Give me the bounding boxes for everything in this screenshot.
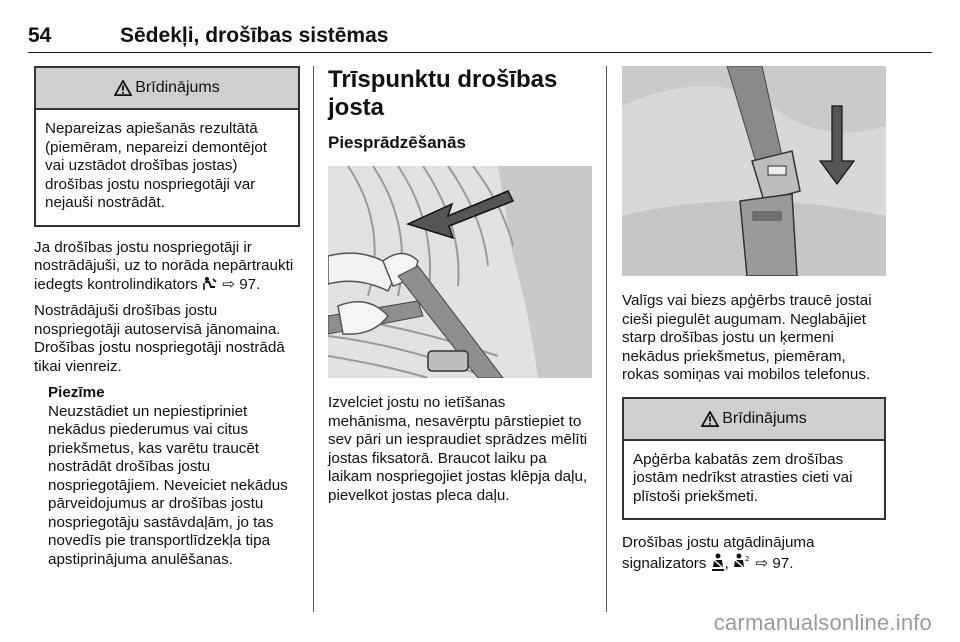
paragraph-pretensioner-indicator — [34, 239, 300, 295]
paragraph-text: Drošības jostu atgādinājuma signalizators — [622, 534, 815, 572]
page-title: Sēdekļi, drošības sistēmas — [120, 24, 389, 47]
page-reference-arrow-icon: ⇨ — [222, 275, 235, 293]
paragraph-clothing: Valīgs vai biezs apģērbs traucē jostai cieši piegulēt augumam. Neglabājiet starp drošības jostu un ķermeni nekādus priekšmetus, piemēram, rokas somiņas vai mobilos telefonus. — [622, 292, 872, 383]
warning-box-1 — [34, 66, 300, 227]
column-3 — [622, 66, 886, 581]
seatbelt-reminder-icon — [711, 553, 725, 571]
header-rule — [28, 52, 932, 53]
paragraph-replacement: Nostrādājuši drošības jostu nospriegotāji autoservisā jānomaina. Drošības jostu nospriegotāji nostrādā tikai vienreiz. — [34, 302, 285, 375]
page-reference[interactable]: 97. — [239, 275, 261, 293]
pretensioner-warning-icon — [202, 276, 218, 292]
column-1 — [34, 66, 300, 569]
fastening-belt-illustration — [328, 166, 592, 378]
note-text: Neuzstādiet un nepiestipriniet nekādus piederumus vai citus priekšmetus, kas varētu traucēt nostrādāt drošības jostu nospriegotājiem. Neveiciet nekādus pārveidojumus ar drošības jostu nospriegotāju sastāvdaļām, jo tas novedīs pie transportlīdzekļa tipa apstiprinājuma anulēšanas. — [48, 402, 288, 568]
warning-box-2 — [622, 397, 886, 521]
page-number: 54 — [28, 24, 52, 47]
warning-triangle-icon — [701, 411, 719, 427]
paragraph-reminder: Drošības jostu atgādinājuma signalizators , 2 ⇨ 97. — [622, 534, 815, 572]
page-reference[interactable]: 97. — [772, 554, 794, 572]
section-subheading: Piesprādzēšanās — [328, 133, 466, 152]
column-divider-1 — [313, 66, 314, 612]
warning-title-1: Brīdinājums — [135, 79, 220, 96]
column-2 — [328, 66, 592, 513]
warning-title-2: Brīdinājums — [722, 409, 807, 427]
paragraph-fasten-instructions: Izvelciet jostu no ietīšanas mehānisma, nesavērptu pārstiepiet to sev pāri un iespraudiet sprādzes mēlīti jostas fiksatorā. Braucot laiku pa laikam nospriegojiet jostas klēpja daļu, pievelkot jostas pleca daļu. — [328, 394, 588, 504]
paragraph-text: Ja drošības jostu nospriegotāji ir nostrādājuši, uz to norāda nepārtraukti iedegts kontrolindikators — [34, 238, 294, 293]
note-title: Piezīme — [48, 384, 105, 401]
section-heading: Trīspunktu drošības josta — [328, 66, 558, 121]
warning-text-2: Apģērba kabatās zem drošības jostām nedrīkst atrasties cieti vai plīstoši priekšmeti. — [633, 450, 853, 505]
rear-seatbelt-reminder-icon — [733, 553, 751, 571]
warning-triangle-icon — [114, 80, 132, 96]
watermark: carmanualsonline.info — [713, 610, 932, 635]
warning-header-2 — [624, 399, 884, 441]
buckle-tongue-illustration — [622, 66, 886, 276]
page-header — [28, 24, 932, 50]
warning-text-1: Nepareizas apiešanās rezultātā (piemēram, nepareizi demontējot vai uzstādot drošības jostas) drošības jostu nospriegotāji var nejauši nostrādāt. — [45, 120, 268, 211]
page-reference-arrow-icon: ⇨ — [755, 554, 769, 572]
column-divider-2 — [606, 66, 607, 612]
svg-text:2: 2 — [745, 554, 750, 563]
note-block — [34, 384, 300, 569]
warning-header-1 — [36, 68, 298, 110]
